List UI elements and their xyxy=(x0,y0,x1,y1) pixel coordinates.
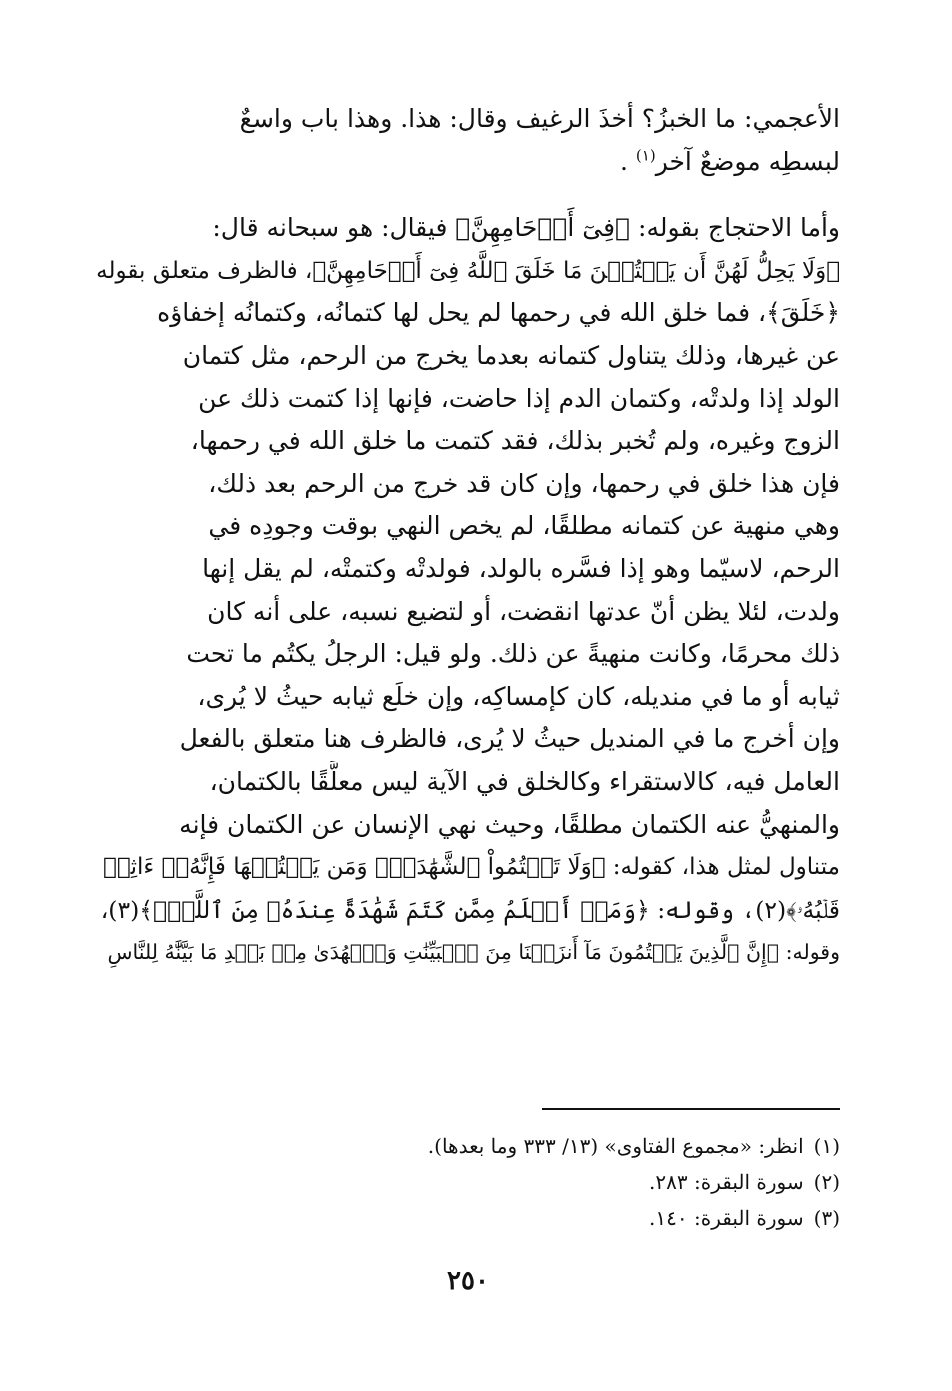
text-line: قَلۡبُهُۥ﴾(٢)، وقوله: ﴿وَمَنۡ أَظۡلَمُ مِمَّن كَتَمَ شَهَٰدَةً عِندَهُۥ مِنَ ٱللَّهِۗ﴾(٣)، xyxy=(100,895,840,924)
text-line: وأما الاحتجاج بقوله: ﴿فِىٓ أَرۡحَامِهِنَّ﴾ فيقال: هو سبحانه قال: xyxy=(212,213,840,243)
footnote-number: (١) xyxy=(813,1134,840,1158)
footnotes xyxy=(96,1128,840,1236)
footnote-text: سورة البقرة: ١٤٠. xyxy=(649,1206,804,1230)
text-line: الرحم، لاسيّما وهو إذا فسَّره بالولد، فولدتْه وكتمتْه، لم يقل إنها xyxy=(202,553,840,583)
text-line xyxy=(96,141,840,184)
footnote-separator xyxy=(542,1108,840,1110)
text-line: متناول لمثل هذا، كقوله: ﴿وَلَا تَكۡتُمُواْ ٱلشَّهَٰدَةَۚ وَمَن يَكۡتُمۡهَا فَإِنَّهُۥٓ ءَاثِمٞ xyxy=(103,854,840,881)
footnote-number: (٢) xyxy=(813,1170,840,1194)
text-line: وإن أخرج ما في المنديل حيثُ لا يُرى، فالظرف هنا متعلق بالفعل xyxy=(179,724,840,754)
footnote-text: سورة البقرة: ٢٨٣. xyxy=(649,1170,804,1194)
footnote-number: (٣) xyxy=(813,1206,840,1230)
text-line: ولدت، لئلا يظن أنّ عدتها انقضت، أو لتضيع نسبه، على أنه كان xyxy=(207,596,840,626)
body-text xyxy=(96,98,840,974)
paragraph-2 xyxy=(96,207,840,974)
text-line: ثيابه أو ما في منديله، كان كإمساكِه، وإن خلَع ثيابه حيثُ لا يُرى، xyxy=(197,681,840,711)
text-line: عن غيرها، وذلك يتناول كتمانه بعدما يخرج من الرحم، مثل كتمان xyxy=(182,340,840,370)
sentence-end: . xyxy=(620,146,628,176)
text-line: الولد إذا ولدتْه، وكتمان الدم إذا حاضت، فإنها إذا كتمت ذلك عن xyxy=(198,383,840,413)
text-line: الأعجمي: ما الخبزُ؟ أخذَ الرغيف وقال: هذا. وهذا باب واسعٌ xyxy=(239,104,840,133)
footnote-text: انظر: «مجموع الفتاوى» (١٣/ ٣٣٣ وما بعدها). xyxy=(427,1134,804,1158)
text-line: ذلك محرمًا، وكانت منهيةً عن ذلك. ولو قيل: الرجلُ يكتُم ما تحت xyxy=(186,639,840,669)
footnote-1 xyxy=(96,1128,840,1164)
book-page xyxy=(96,98,840,1391)
text-line: ﴿وَلَا يَحِلُّ لَهُنَّ أَن يَكۡتُمۡنَ مَا خَلَقَ ٱللَّهُ فِىٓ أَرۡحَامِهِنَّ﴾، فالظرف متعلق بقوله xyxy=(96,257,840,284)
paragraph-1 xyxy=(96,98,840,183)
text-line: وقوله: ﴿إِنَّ ٱلَّذِينَ يَكۡتُمُونَ مَآ أَنزَلۡنَا مِنَ ٱلۡبَيِّنَٰتِ وَٱلۡهُدَىٰ مِنۢ بَعۡدِ مَا بَيَّنَّٰهُ لِلنَّاسِ xyxy=(107,940,840,965)
footnote-ref-1: (١) xyxy=(635,146,656,165)
text-line: وهي منهية عن كتمانه مطلقًا، لم يخص النهي بوقت وجودِه في xyxy=(208,511,840,541)
page-number: ٢٥٠ xyxy=(447,1266,489,1296)
text-line: فإن هذا خلق في رحمها، وإن كان قد خرج من الرحم بعد ذلك، xyxy=(208,468,840,498)
text-line: العامل فيه، كالاستقراء وكالخلق في الآية ليس معلَّقًا بالكتمان، xyxy=(209,766,840,796)
text-line: الزوج وغيره، ولم تُخبر بذلك، فقد كتمت ما خلق الله في رحمها، xyxy=(190,426,840,456)
text-line-content: لبسطِه موضعٌ آخر xyxy=(655,146,840,176)
text-line: ﴿خَلَقَ﴾، فما خلق الله في رحمها لم يحل لها كتمانُه، وكتمانُه إخفاؤه xyxy=(157,298,840,328)
text-line: والمنهيُّ عنه الكتمان مطلقًا، وحيث نهي الإنسان عن الكتمان فإنه xyxy=(179,809,840,839)
footnote-3 xyxy=(96,1200,840,1236)
footnote-2 xyxy=(96,1164,840,1200)
